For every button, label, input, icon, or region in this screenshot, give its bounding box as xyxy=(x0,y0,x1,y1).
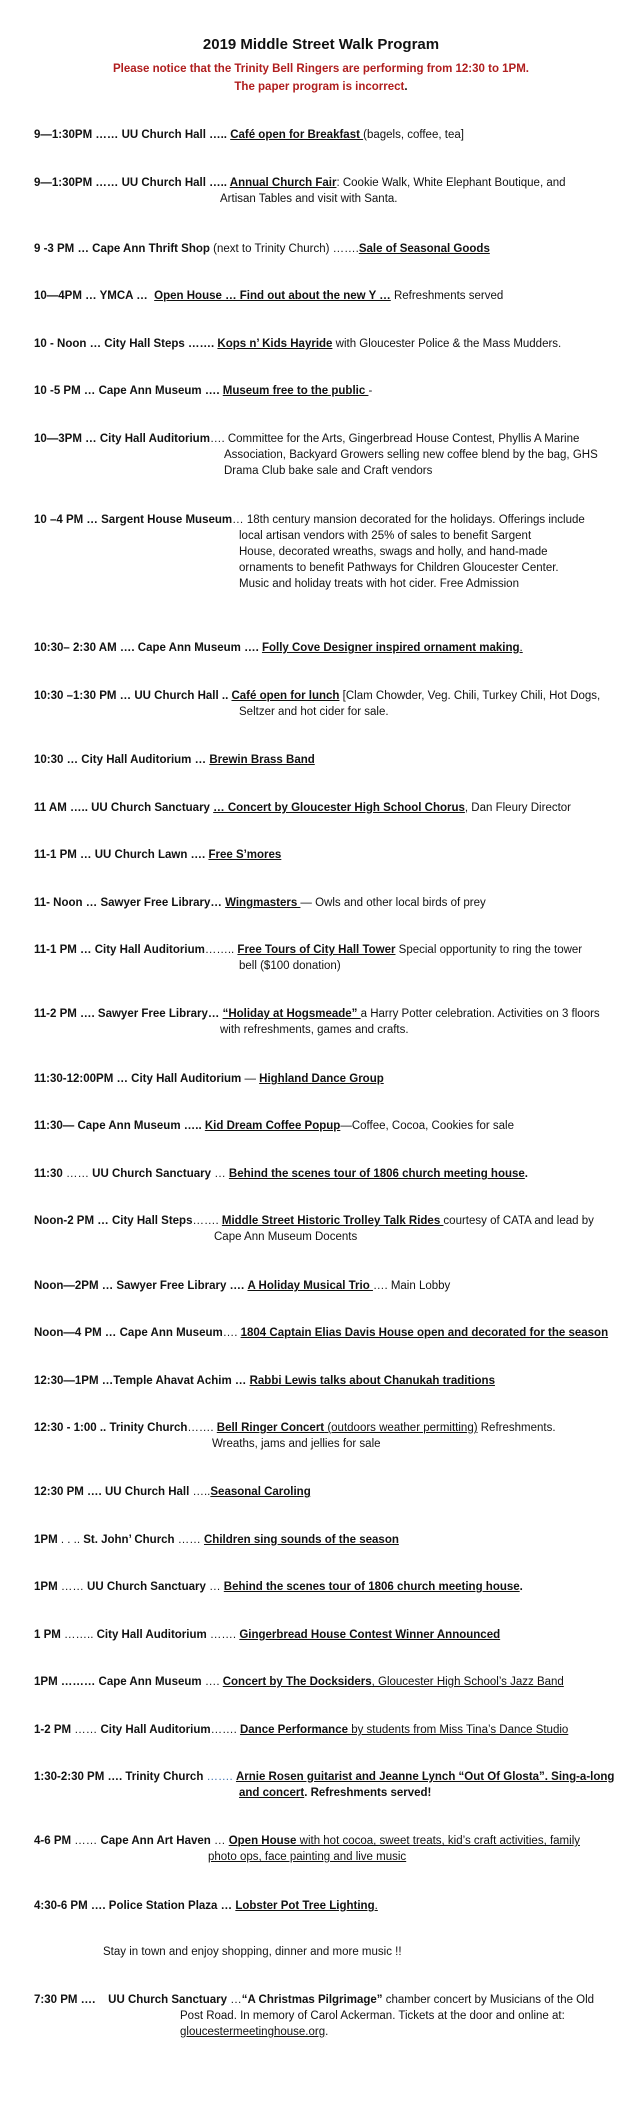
event-entry xyxy=(34,1118,619,1134)
event-time: 1-2 PM xyxy=(34,1724,72,1736)
event-entry xyxy=(34,1579,619,1595)
event-place: UU Church Sanctuary xyxy=(87,1581,206,1593)
event-title: Café open for lunch xyxy=(231,690,340,702)
event-entry xyxy=(34,1006,619,1038)
event-details: , Gloucester High School’s Jazz Band xyxy=(371,1676,564,1688)
event-title: Kid Dream Coffee Popup xyxy=(204,1120,341,1132)
event-time: Noon—4 PM xyxy=(34,1327,102,1339)
separator: ….. xyxy=(205,177,230,189)
event-title: Kops n’ Kids Hayride xyxy=(217,338,333,350)
separator: …….. xyxy=(60,1629,97,1641)
event-details: 18th century mansion decorated for the holidays. Offerings include xyxy=(246,514,585,526)
separator: …. xyxy=(187,849,209,861)
event-place: City Hall Auditorium xyxy=(94,944,205,956)
event-title: Brewin Brass Band xyxy=(209,754,315,766)
event-time: 4:30-6 PM xyxy=(34,1900,88,1912)
event-title: Concert by The Docksiders xyxy=(222,1676,372,1688)
event-place: Sargent House Museum xyxy=(101,514,233,526)
separator: .. xyxy=(96,1422,110,1434)
event-time: 10—4PM xyxy=(34,290,82,302)
event-entry xyxy=(34,1325,619,1341)
event-title: Behind the scenes tour of 1806 church meeting house xyxy=(223,1581,520,1593)
event-time: 1PM xyxy=(34,1581,58,1593)
event-details: [Clam Chowder, Veg. Chili, Turkey Chili, Hot Dogs, xyxy=(339,690,601,702)
event-time: 11 AM xyxy=(34,802,67,814)
separator: …. xyxy=(77,1994,109,2006)
event-details: (bagels, coffee, tea] xyxy=(363,129,464,141)
event-details: Special opportunity to ring the tower xyxy=(395,944,583,956)
event-time: 1PM xyxy=(34,1534,58,1546)
separator: … xyxy=(116,690,135,702)
event-time: 12:30 PM xyxy=(34,1486,84,1498)
event-entry xyxy=(34,512,619,592)
event-entry xyxy=(34,942,619,974)
separator: ……. xyxy=(192,1215,222,1227)
event-entry xyxy=(34,1627,619,1643)
event-entry xyxy=(34,1071,619,1087)
event-details: : Cookie Walk, White Elephant Boutique, and xyxy=(336,177,566,189)
event-details-cont: Drama Club bake sale and Craft vendors xyxy=(224,465,433,477)
event-entry xyxy=(34,1992,619,2040)
event-title: 1804 Captain Elias Davis House open and decorated for the season xyxy=(240,1327,609,1339)
event-details: . xyxy=(374,1900,378,1912)
event-place: Cape Ann Museum xyxy=(119,1327,223,1339)
event-details: — Owls and other local birds of prey xyxy=(300,897,486,909)
event-subtitle: (outdoors weather permitting) xyxy=(324,1422,478,1434)
event-entry xyxy=(34,1166,619,1182)
separator: … xyxy=(80,385,99,397)
event-time: 9—1:30PM xyxy=(34,177,93,189)
event-entry xyxy=(34,175,619,207)
event-entry xyxy=(34,847,619,863)
event-time: 11- Noon xyxy=(34,897,83,909)
event-place: Trinity Church xyxy=(109,1422,188,1434)
event-entry xyxy=(34,1532,619,1548)
separator: …. xyxy=(201,1676,223,1688)
event-details: . xyxy=(524,1168,528,1180)
event-time: 9 -3 PM xyxy=(34,243,75,255)
event-details: by students from Miss Tina’s Dance Studio xyxy=(348,1724,569,1736)
event-details: . xyxy=(519,1581,523,1593)
event-time: 7:30 PM xyxy=(34,1994,78,2006)
event-title: Open House xyxy=(228,1835,297,1847)
event-time: 11-1 PM xyxy=(34,944,77,956)
period: . xyxy=(325,2026,329,2038)
event-entry xyxy=(34,800,619,816)
event-place: City Hall Auditorium xyxy=(99,433,210,445)
event-place: Cape Ann Museum xyxy=(98,385,202,397)
event-details: (next to Trinity Church) ……. xyxy=(209,243,359,255)
event-details: with Gloucester Police & the Mass Mudders. xyxy=(332,338,562,350)
event-time: 9—1:30PM xyxy=(34,129,93,141)
event-time: 12:30 - 1:00 xyxy=(34,1422,97,1434)
event-entry xyxy=(34,431,619,479)
event-details: Refreshments. xyxy=(477,1422,556,1434)
separator: … xyxy=(82,897,101,909)
event-time: 11:30-12:00PM … City Hall Auditorium xyxy=(34,1073,242,1085)
event-title: Wingmasters xyxy=(225,897,301,909)
separator: …. xyxy=(222,1327,241,1339)
event-time: 1 PM xyxy=(34,1629,61,1641)
event-place: Cape Ann Thrift Shop xyxy=(92,243,210,255)
separator: … xyxy=(81,290,100,302)
separator: ……. xyxy=(184,338,218,350)
event-time: 10:30 –1:30 PM xyxy=(34,690,117,702)
event-details-cont: House, decorated wreaths, swags and holly, and hand-made xyxy=(239,546,548,558)
event-time: 4-6 PM xyxy=(34,1835,72,1847)
event-details-cont: ornaments to benefit Pathways for Children Gloucester Center. xyxy=(239,562,559,574)
event-details-cont: photo ops, face painting and live music xyxy=(208,1851,407,1863)
event-place: UU Church Sanctuary xyxy=(108,1994,227,2006)
event-place: City Hall Auditorium xyxy=(100,1724,211,1736)
event-title: Open House … Find out about the new Y … xyxy=(154,290,391,302)
event-place: UU Church Hall xyxy=(121,129,206,141)
event-title: Middle Street Historic Trolley Talk Rides xyxy=(221,1215,444,1227)
event-place: Trinity Church xyxy=(125,1771,204,1783)
event-title: Arnie Rosen guitarist and Jeanne Lynch “Out Of Glosta”. Sing-a-long xyxy=(235,1771,615,1783)
event-time: 11:30 xyxy=(34,1168,63,1180)
event-place: UU Church Sanctuary xyxy=(91,802,210,814)
separator: …. xyxy=(83,1486,105,1498)
event-details: —Coffee, Cocoa, Cookies for sale xyxy=(340,1120,514,1132)
event-details-cont: local artisan vendors with 25% of sales to benefit Sargent xyxy=(239,530,532,542)
separator: …… xyxy=(62,1168,93,1180)
separator: ……. xyxy=(187,1422,217,1434)
event-title-cont: and concert xyxy=(239,1787,305,1799)
event-place: Temple Ahavat Achim xyxy=(113,1375,232,1387)
event-details: Refreshments served xyxy=(390,290,504,302)
event-title: Rabbi Lewis talks about Chanukah traditions xyxy=(249,1375,495,1387)
website-link[interactable]: gloucestermeetinghouse.org xyxy=(180,2026,326,2038)
event-details-cont: Association, Backyard Growers selling new coffee blend by the bag, GHS xyxy=(224,449,598,461)
notice-period: . xyxy=(404,81,408,93)
separator: …. xyxy=(76,1008,98,1020)
event-details-cont: Cape Ann Museum Docents xyxy=(214,1231,358,1243)
separator: … xyxy=(101,1327,120,1339)
event-entry xyxy=(34,752,619,768)
event-entry xyxy=(34,1674,619,1690)
event-place: YMCA … xyxy=(99,290,148,302)
event-details: - xyxy=(368,385,373,397)
event-time: 10 –4 PM xyxy=(34,514,84,526)
event-details: Committee for the Arts, Gingerbread House Contest, Phyllis A Marine xyxy=(227,433,580,445)
event-place: St. John’ Church xyxy=(83,1534,175,1546)
separator: … xyxy=(210,897,226,909)
event-entry xyxy=(34,1420,619,1452)
separator: ….. xyxy=(189,1486,211,1498)
event-time: 11-1 PM xyxy=(34,849,77,861)
event-entry xyxy=(34,383,619,399)
separator: …. xyxy=(240,642,262,654)
separator: …….. xyxy=(204,944,238,956)
notice-main: The paper program is incorrect xyxy=(234,81,405,93)
event-place: UU Church Hall xyxy=(134,690,219,702)
event-title: Free S’mores xyxy=(208,849,282,861)
event-details-cont: Artisan Tables and visit with Santa. xyxy=(220,193,398,205)
event-entry xyxy=(34,895,619,911)
event-title: Behind the scenes tour of 1806 church meeting house xyxy=(228,1168,525,1180)
event-title: “A Christmas Pilgrimage” xyxy=(241,1994,383,2006)
event-time: 10:30 … City Hall Auditorium … xyxy=(34,754,207,766)
event-entry xyxy=(34,640,619,656)
event-place: City Hall Steps xyxy=(104,338,185,350)
separator: … xyxy=(232,514,247,526)
separator: …. xyxy=(116,642,138,654)
event-time: Noon—2PM … Sawyer Free Library …. xyxy=(34,1280,245,1292)
event-time: 10:30– 2:30 AM xyxy=(34,642,117,654)
separator: … xyxy=(86,338,105,350)
event-title: “Holiday at Hogsmeade” xyxy=(222,1008,361,1020)
event-title: Children sing sounds of the season xyxy=(203,1534,399,1546)
separator: … xyxy=(227,1994,242,2006)
separator: …… xyxy=(92,177,122,189)
event-place: UU Church Hall xyxy=(121,177,206,189)
event-details: a Harry Potter celebration. Activities on 3 floors xyxy=(360,1008,600,1020)
separator: …… xyxy=(71,1835,101,1847)
separator: ……. xyxy=(206,1629,240,1641)
event-title: Highland Dance Group xyxy=(259,1073,384,1085)
separator: …… xyxy=(57,1581,88,1593)
event-entry xyxy=(34,1833,619,1865)
event-details: chamber concert by Musicians of the Old xyxy=(382,1994,595,2006)
separator: ….. xyxy=(205,129,231,141)
event-place: Sawyer Free Library xyxy=(97,1008,208,1020)
event-title: Folly Cove Designer inspired ornament making xyxy=(261,642,520,654)
event-title: … Concert by Gloucester High School Chorus xyxy=(213,802,465,814)
event-time: 10 -5 PM xyxy=(34,385,81,397)
event-details-cont: with refreshments, games and crafts. xyxy=(220,1024,409,1036)
event-title: A Holiday Musical Trio xyxy=(247,1280,373,1292)
event-entry xyxy=(34,1213,619,1245)
event-details: …. Main Lobby xyxy=(372,1280,451,1292)
page-title: 2019 Middle Street Walk Program xyxy=(202,36,440,53)
event-entry xyxy=(34,288,619,304)
event-time: Noon-2 PM xyxy=(34,1215,95,1227)
event-title: Café open for Breakfast xyxy=(230,129,364,141)
event-place: City Hall Auditorium xyxy=(96,1629,207,1641)
event-entry xyxy=(34,1373,619,1389)
event-details-cont: . Refreshments served! xyxy=(304,1787,432,1799)
event-title: Museum free to the public xyxy=(222,385,369,397)
separator: … xyxy=(207,1008,223,1020)
event-details-cont: Post Road. In memory of Carol Ackerman. Tickets at the door and online at: xyxy=(180,2010,565,2022)
event-entry xyxy=(34,1769,619,1801)
separator: …. xyxy=(104,1771,126,1783)
separator: … xyxy=(211,1168,229,1180)
event-time: 1PM ……… Cape Ann Museum xyxy=(34,1676,202,1688)
separator: …. xyxy=(201,385,223,397)
event-place: Cape Ann Museum xyxy=(137,642,241,654)
event-time: 11-2 PM xyxy=(34,1008,77,1020)
separator: .. xyxy=(218,690,232,702)
separator: ……. xyxy=(203,1771,236,1783)
event-title: Seasonal Caroling xyxy=(210,1486,311,1498)
event-title: Annual Church Fair xyxy=(229,177,337,189)
event-details-cont: Wreaths, jams and jellies for sale xyxy=(212,1438,381,1450)
event-details: with hot cocoa, sweet treats, kid’s craft activities, family xyxy=(296,1835,580,1847)
notice-line-2 xyxy=(0,79,642,95)
separator: …… xyxy=(71,1724,101,1736)
event-details: courtesy of CATA and lead by xyxy=(443,1215,594,1227)
event-place: UU Church Sanctuary xyxy=(92,1168,212,1180)
separator: … xyxy=(83,514,102,526)
event-time: 1:30-2:30 PM xyxy=(34,1771,105,1783)
event-title: Free Tours of City Hall Tower xyxy=(237,944,396,956)
event-place: Police Station Plaza xyxy=(108,1900,218,1912)
event-title: Bell Ringer Concert xyxy=(216,1422,325,1434)
event-entry xyxy=(34,1722,619,1738)
event-place: Cape Ann Art Haven xyxy=(100,1835,211,1847)
event-place: UU Church Hall xyxy=(104,1486,190,1498)
event-entry xyxy=(34,241,619,257)
event-entry xyxy=(34,336,619,352)
closing-note: Stay in town and enjoy shopping, dinner and more music !! xyxy=(103,1946,402,1958)
event-place: Sawyer Free Library xyxy=(100,897,211,909)
event-entry xyxy=(34,1898,619,1914)
separator: — xyxy=(241,1073,260,1085)
separator: … xyxy=(74,243,93,255)
notice-line-1: Please notice that the Trinity Bell Ringers are performing from 12:30 to 1PM. xyxy=(112,63,530,75)
separator: …. xyxy=(209,433,228,445)
separator: …. xyxy=(87,1900,109,1912)
event-place: UU Church Lawn xyxy=(94,849,188,861)
separator: . . .. xyxy=(57,1534,84,1546)
event-title: Lobster Pot Tree Lighting xyxy=(235,1900,375,1912)
separator: … xyxy=(210,1835,229,1847)
separator: …… xyxy=(174,1534,204,1546)
separator: … xyxy=(81,433,100,445)
separator: … xyxy=(205,1581,224,1593)
separator: … xyxy=(98,1375,114,1387)
separator: … xyxy=(76,944,95,956)
event-title: Dance Performance xyxy=(239,1724,348,1736)
event-time: 11:30— Cape Ann Museum ….. xyxy=(34,1120,202,1132)
event-details: . xyxy=(519,642,523,654)
event-entry xyxy=(34,1278,619,1294)
event-title: Gingerbread House Contest Winner Announced xyxy=(239,1629,501,1641)
separator: … xyxy=(231,1375,250,1387)
event-entry xyxy=(34,127,619,143)
separator: … xyxy=(94,1215,112,1227)
separator: … xyxy=(76,849,95,861)
event-place: City Hall Steps xyxy=(111,1215,193,1227)
event-details-cont: Seltzer and hot cider for sale. xyxy=(239,706,389,718)
separator: … xyxy=(217,1900,236,1912)
event-time: 10—3PM xyxy=(34,433,82,445)
event-time: 10 - Noon xyxy=(34,338,87,350)
event-title: Sale of Seasonal Goods xyxy=(358,243,490,255)
event-entry xyxy=(34,1484,619,1500)
event-details: , Dan Fleury Director xyxy=(464,802,572,814)
event-entry xyxy=(34,688,619,720)
event-details-cont: bell ($100 donation) xyxy=(239,960,341,972)
separator: …… xyxy=(92,129,122,141)
separator: ….. xyxy=(66,802,92,814)
separator: ……. xyxy=(210,1724,240,1736)
event-time: 12:30—1PM xyxy=(34,1375,99,1387)
event-details-cont: Music and holiday treats with hot cider. Free Admission xyxy=(239,578,519,590)
